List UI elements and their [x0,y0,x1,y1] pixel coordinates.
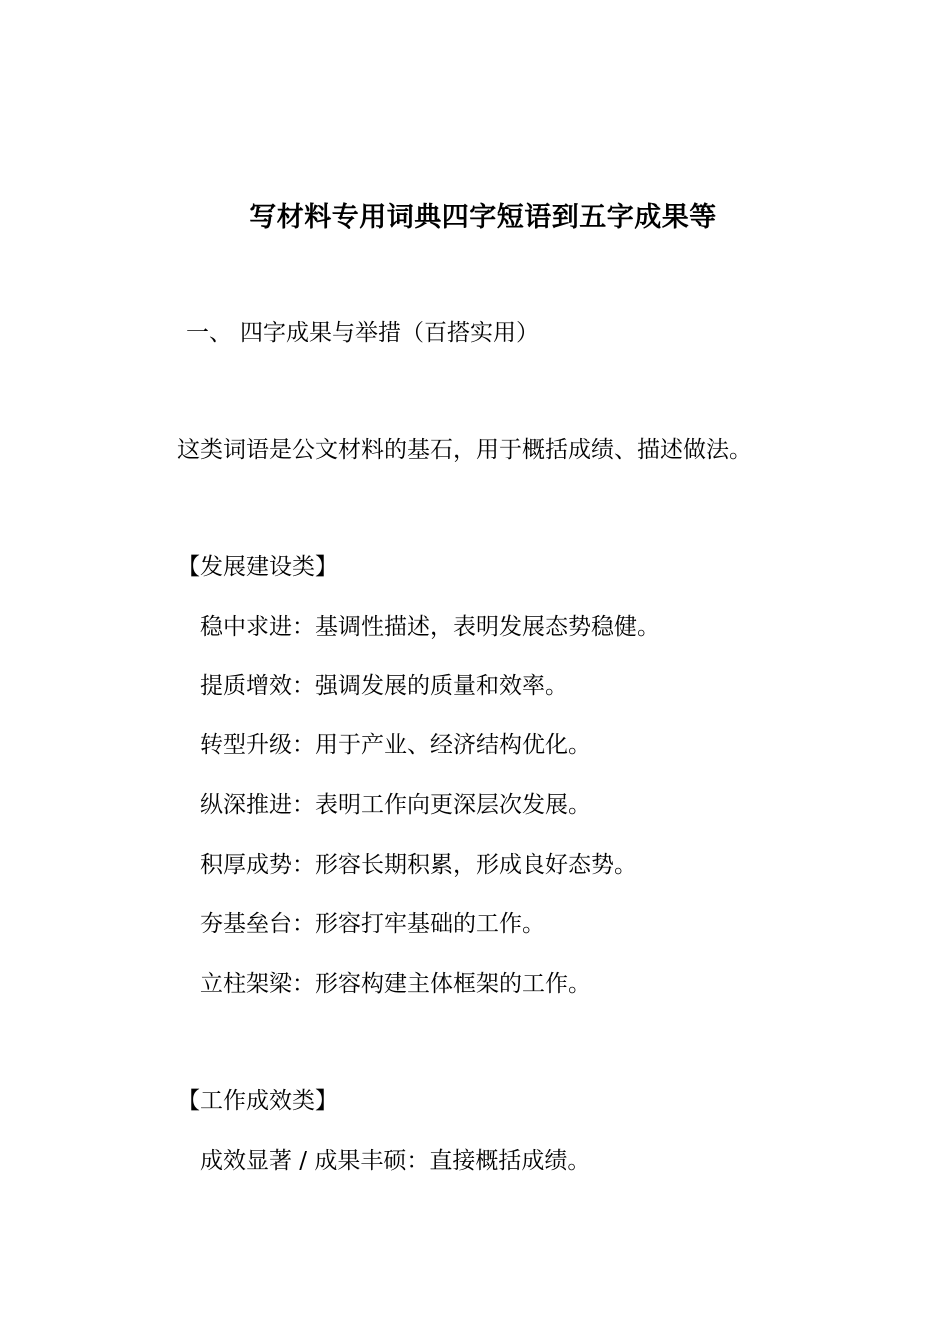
term-description: 直接概括成绩。 [429,1148,591,1174]
term-entry [200,849,637,881]
term-description: 形容构建主体框架的工作。 [315,971,591,997]
term-entry [200,908,545,940]
term-entry [200,611,660,643]
term: 立柱架梁 [200,971,292,997]
category-heading-development: 【发展建设类】 [177,554,338,580]
term-separator: ： [292,732,315,758]
term-entry [200,1145,590,1177]
term-description: 表明工作向更深层次发展。 [315,792,591,818]
term: 提质增效 [200,673,292,699]
term-entry [200,789,591,821]
term-entry [200,729,591,761]
term: 积厚成势 [200,852,292,878]
term-description: 强调发展的质量和效率。 [315,673,568,699]
category-heading-work-results: 【工作成效类】 [177,1088,338,1114]
term-description: 形容长期积累，形成良好态势。 [315,852,637,878]
term-separator: ： [406,1148,430,1174]
term: 成效显著 / 成果丰硕 [200,1148,407,1174]
term: 夯基垒台 [200,911,292,937]
term: 纵深推进 [200,792,292,818]
term: 转型升级 [200,732,292,758]
term-description: 基调性描述，表明发展态势稳健。 [315,614,660,640]
term-separator: ： [292,673,315,699]
term-description: 用于产业、经济结构优化。 [315,732,591,758]
section-heading [186,317,539,349]
intro-paragraph: 这类词语是公文材料的基石，用于概括成绩、描述做法。 [177,437,752,463]
document-title: 写材料专用词典四字短语到五字成果等 [249,202,717,233]
section-heading-text: 四字成果与举措（百搭实用） [240,320,539,346]
term-entry [200,670,568,702]
term-separator: ： [292,852,315,878]
term-separator: ： [292,911,315,937]
term: 稳中求进 [200,614,292,640]
term-separator: ： [292,792,315,818]
term-description: 形容打牢基础的工作。 [315,911,545,937]
term-separator: ： [292,614,315,640]
section-number: 一、 [186,320,232,346]
term-separator: ： [292,971,315,997]
term-entry [200,968,591,1000]
